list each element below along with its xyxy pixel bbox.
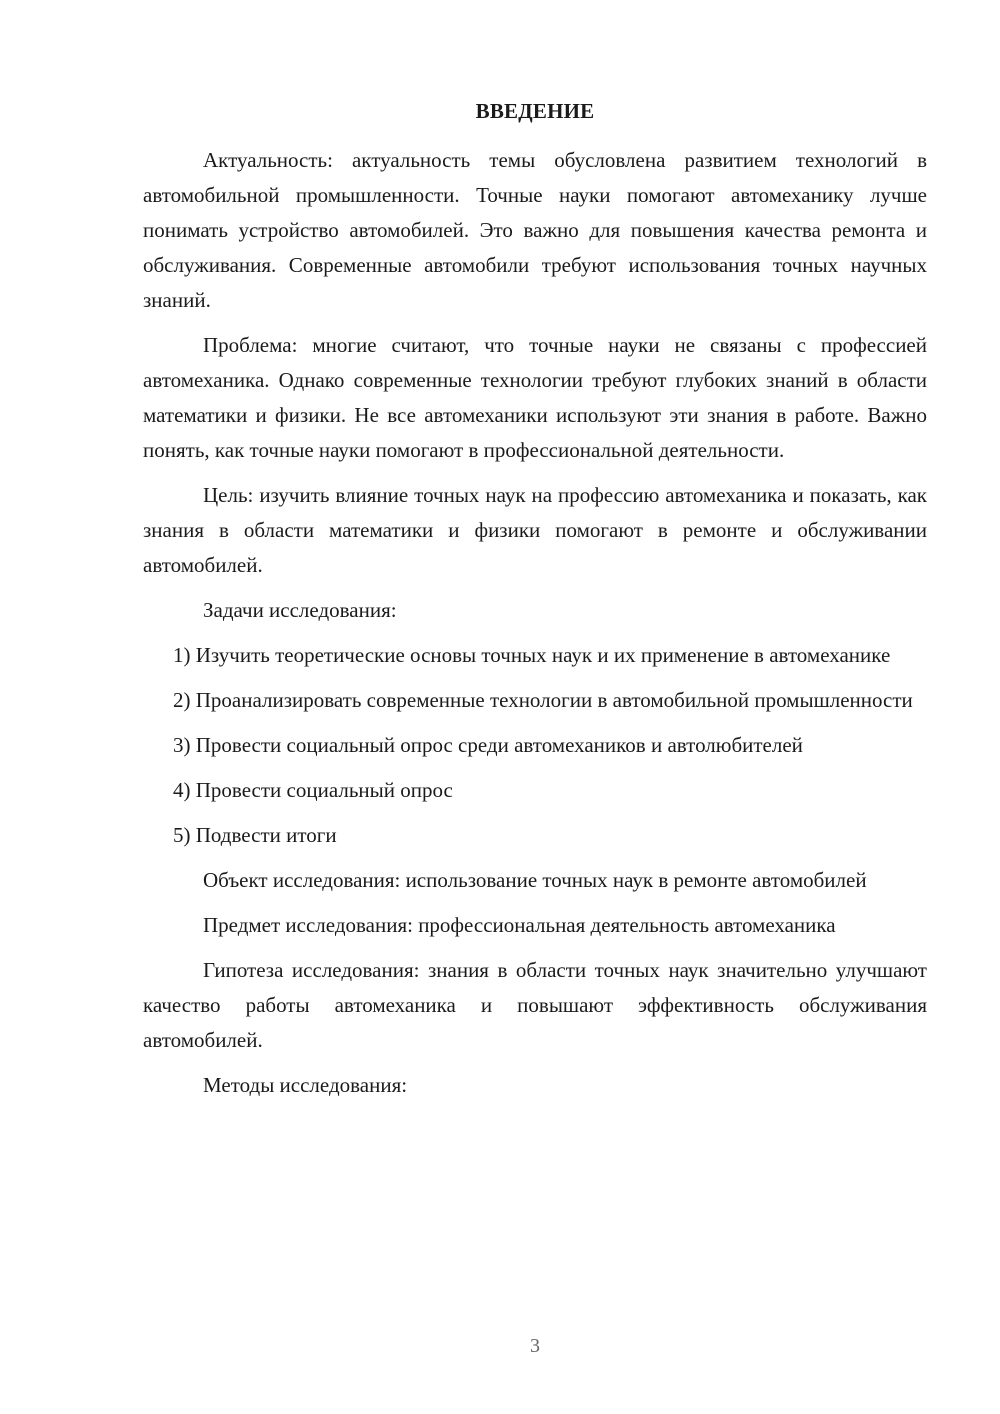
relevance-paragraph: Актуальность: актуальность темы обусловлена развитием технологий в автомобильной промышленности. Точные науки помогают автомеханику лучше понимать устройство автомобилей. Это важно для повышения качества ремонта и обслуживания. Современные автомобили требуют использования точных научных знаний. [143, 148, 927, 312]
task-item-1: 1) Изучить теоретические основы точных наук и их применение в автомеханике [173, 643, 891, 667]
task-item-4: 4) Провести социальный опрос [173, 778, 453, 802]
task-item-5: 5) Подвести итоги [173, 823, 337, 847]
page-number: 3 [530, 1335, 540, 1357]
object-paragraph: Объект исследования: использование точных наук в ремонте автомобилей [203, 868, 867, 892]
section-title: ВВЕДЕНИЕ [475, 99, 595, 123]
problem-paragraph: Проблема: многие считают, что точные науки не связаны с профессией автомеханика. Однако современные технологии требуют глубоких знаний в области математики и физики. Не все автомеханики используют эти знания в работе. Важно понять, как точные науки помогают в профессиональной деятельности. [143, 333, 927, 462]
tasks-heading: Задачи исследования: [203, 598, 397, 622]
hypothesis-paragraph: Гипотеза исследования: знания в области точных наук значительно улучшают качество работы автомеханика и повышают эффективность обслуживания автомобилей. [143, 958, 927, 1052]
subject-paragraph: Предмет исследования: профессиональная деятельность автомеханика [203, 913, 836, 937]
task-item-3: 3) Провести социальный опрос среди автомехаников и автолюбителей [173, 733, 803, 757]
section-body [143, 143, 927, 1113]
methods-heading: Методы исследования: [203, 1073, 408, 1097]
task-item-2: 2) Проанализировать современные технологии в автомобильной промышленности [173, 688, 913, 712]
goal-paragraph: Цель: изучить влияние точных наук на профессию автомеханика и показать, как знания в области математики и физики помогают в ремонте и обслуживании автомобилей. [143, 483, 927, 577]
